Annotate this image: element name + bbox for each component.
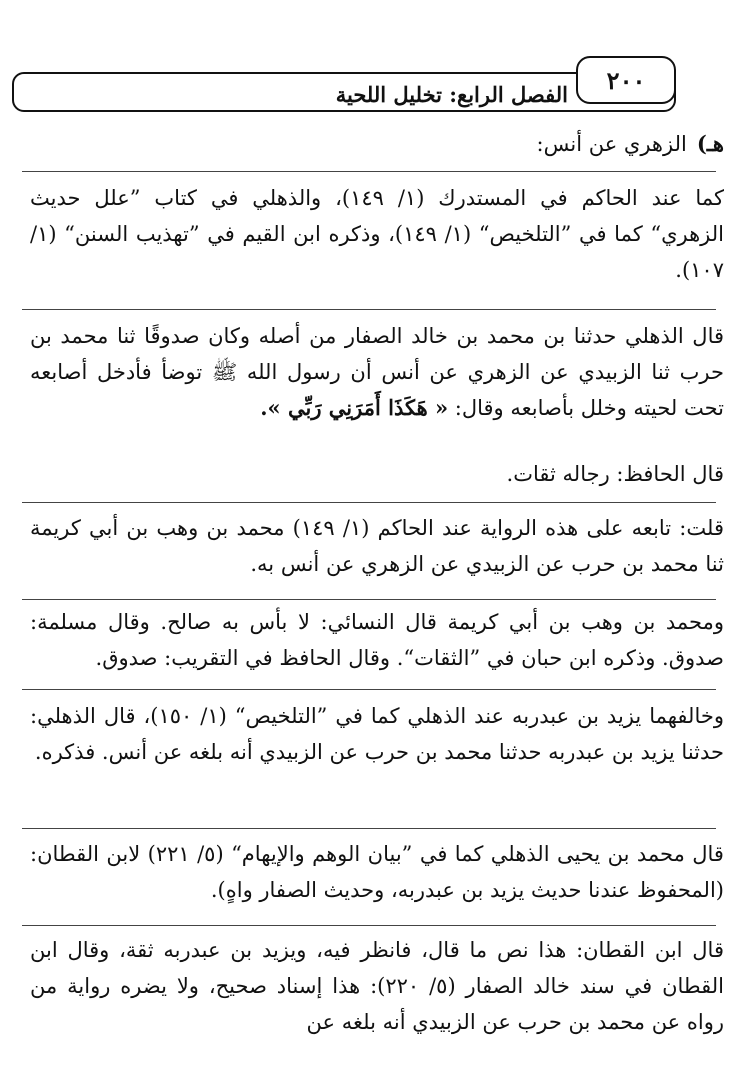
chapter-title: الفصل الرابع: تخليل اللحية — [335, 82, 568, 107]
divider — [22, 689, 716, 690]
paragraph-3: قال الحافظ: رجاله ثقات. — [506, 462, 724, 486]
divider — [22, 828, 716, 829]
paragraph-6: وخالفهما يزيد بن عبدربه عند الذهلي كما في ”التلخيص“ (١/ ١٥٠)، قال الذهلي: حدثنا يزيد بن عبدربه حدثنا محمد بن حرب عن الزبيدي أنه بلغه عن أنس. فذكره. — [30, 704, 724, 764]
paragraph-4: قلت: تابعه على هذه الرواية عند الحاكم (١/ ١٤٩) محمد بن وهب بن أبي كريمة ثنا محمد بن حرب عن الزبيدي عن الزهري عن أنس به. — [30, 516, 724, 576]
section-heading — [30, 126, 724, 162]
paragraph-5: ومحمد بن وهب بن أبي كريمة قال النسائي: لا بأس به صالح. وقال مسلمة: صدوق. وذكره ابن حبان في ”الثقات“. وقال الحافظ في التقريب: صدوق. — [30, 610, 724, 670]
hadith-quote: « هَكَذَا أَمَرَنِي رَبِّي ». — [260, 395, 449, 420]
section-marker: هـ) — [696, 131, 724, 156]
paragraph-2 — [30, 318, 724, 426]
paragraph-8: قال ابن القطان: هذا نص ما قال، فانظر فيه، ويزيد بن عبدربه ثقة، وقال ابن القطان في سند خالد الصفار (٥/ ٢٢٠): هذا إسناد صحيح، ولا يضره رواية من رواه عن محمد بن حرب عن الزبيدي أنه بلغه عن — [30, 938, 724, 1034]
paragraph-7: قال محمد بن يحيى الذهلي كما في ”بيان الوهم والإيهام“ (٥/ ٢٢١) لابن القطان: (المحفوظ عندنا حديث يزيد بن عبدربه، وحديث الصفار واهٍ). — [30, 842, 724, 902]
divider — [22, 309, 716, 310]
divider — [22, 925, 716, 926]
paragraph-1: كما عند الحاكم في المستدرك (١/ ١٤٩)، والذهلي في كتاب ”علل حديث الزهري“ كما في ”التلخيص“ (١/ ١٤٩)، وذكره ابن القيم في ”تهذيب السنن“ (١/ ١٠٧). — [30, 186, 724, 282]
divider — [22, 171, 716, 172]
section-heading-text: الزهري عن أنس: — [536, 132, 687, 156]
divider — [22, 502, 716, 503]
page-number: ٢٠٠ — [576, 56, 676, 104]
paragraph-2-text: قال الذهلي حدثنا بن محمد بن خالد الصفار من أصله وكان صدوقًا ثنا محمد بن حرب ثنا الزبيدي عن الزهري عن أنس أن رسول الله ﷺ توضأ فأدخل أصابعه تحت لحيته وخلل بأصابعه وقال: — [30, 324, 724, 420]
divider — [22, 599, 716, 600]
